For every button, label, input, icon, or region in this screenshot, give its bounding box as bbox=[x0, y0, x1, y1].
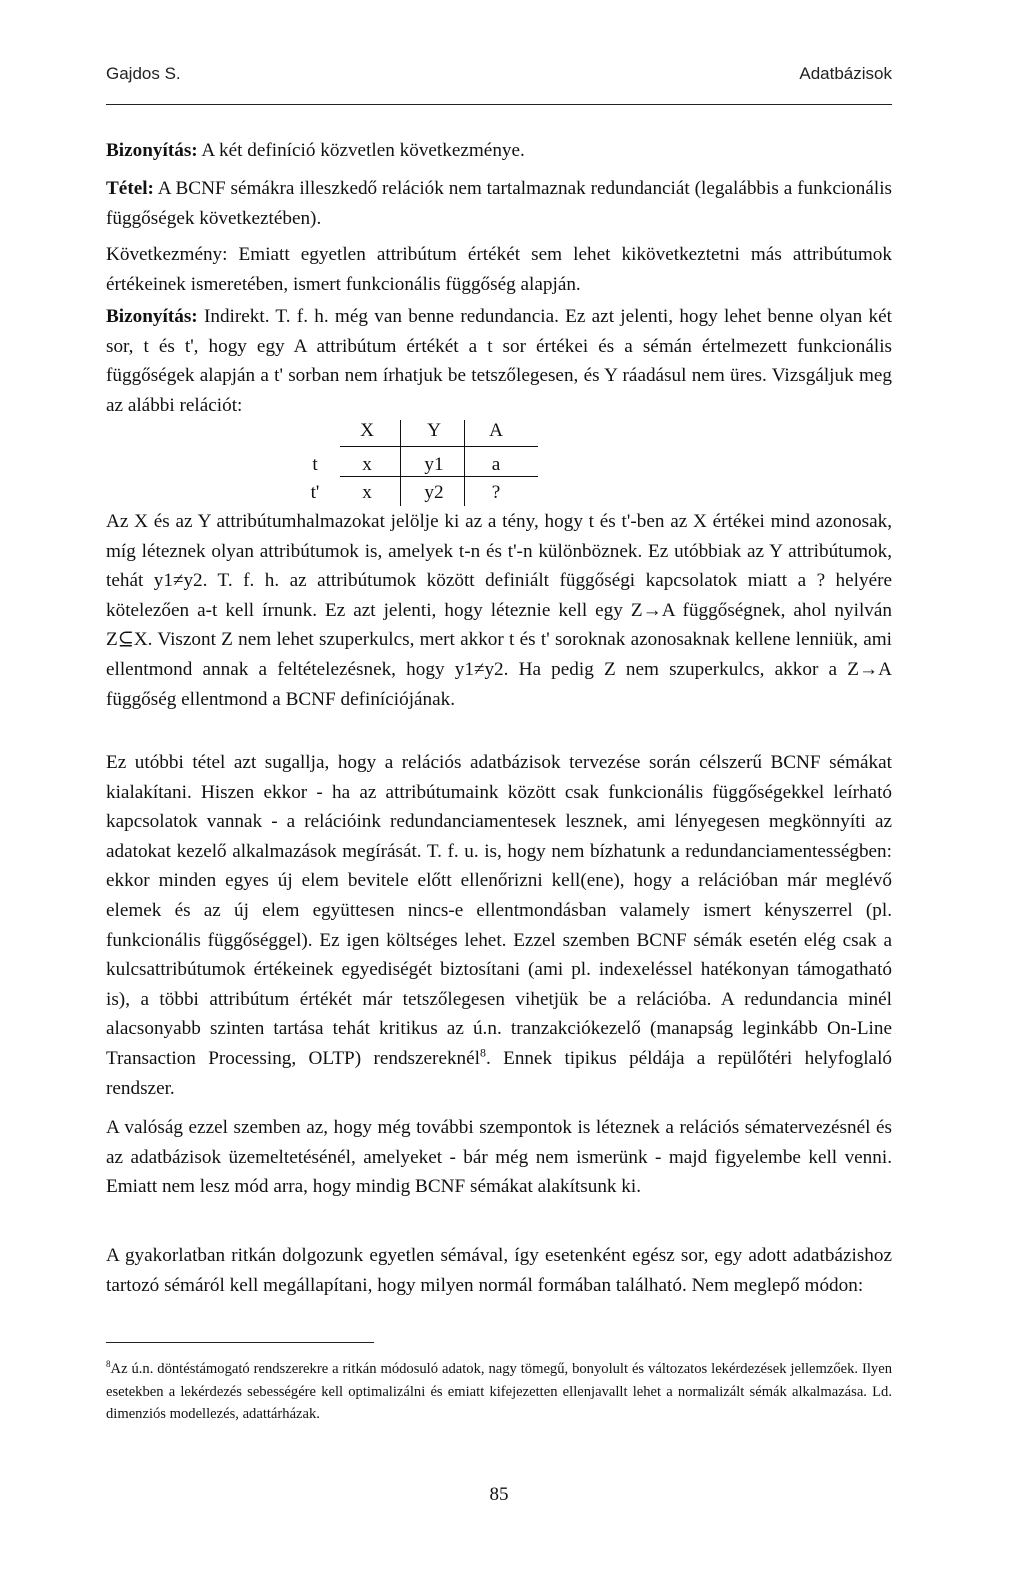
proof-paragraph-2 bbox=[106, 302, 892, 420]
proof-text: A két definíció közvetlen következménye. bbox=[197, 140, 525, 161]
document-page bbox=[106, 0, 892, 1573]
proof-label-2: Bizonyítás: bbox=[106, 306, 198, 327]
practice-text: A gyakorlatban ritkán dolgozunk egyetlen sémával, így esetenként egész sor, egy adott adatbázishoz tartozó sémáról kell megállapítani, hogy milyen normál formában található. Nem meglepő módon: bbox=[106, 1245, 892, 1296]
practice-paragraph bbox=[106, 1241, 892, 1300]
table-cell: y2 bbox=[424, 482, 444, 503]
bcnf-design-paragraph bbox=[106, 748, 892, 1103]
footnote-rule bbox=[106, 1342, 374, 1343]
table-cell: x bbox=[362, 482, 372, 503]
table-cell: y1 bbox=[424, 454, 444, 475]
bcnf-design-text: Ez utóbbi tétel azt sugallja, hogy a relációs adatbázisok tervezése során célszerű BCNF sémákat kialakítani. Hiszen ekkor - ha az attribútumaink között csak funkcionális függőségekkel leírható kapcsolatok vannak - a relációink redundanciamentesek lesznek, ami lényegesen megkönnyíti az adatokat kezelő alkalmazások megírását. T. f. u. is, hogy nem bízhatunk a redundanciamentességben: ekkor minden egyes új elem bevitele előtt ellenőrizni kell(ene), hogy a relációban már meglévő elemek és az új elem együttesen nincs-e ellentmondásban valamely ismert kényszerrel (pl. funkcionális függőséggel). Ez igen költséges lehet. Ezzel szemben BCNF sémák esetén elég csak a kulcsattribútumok értékeinek egyediségét biztosítani (ami pl. indexeléssel hatékonyan támogatható is), a többi attribútum értékét már tetszőlegesen vihetjük be a relációba. A redundancia minél alacsonyabb szinten tartása tehát kritikus az ú.n. tranzakciókezelő (manapság leginkább On-Line Transaction Processing, OLTP) rendszereknél bbox=[106, 752, 892, 1069]
proof-text-2: Indirekt. T. f. h. még van benne redundancia. Ez azt jelenti, hogy lehet benne olyan két sor, t és t', hogy egy A attribútum értékét a t sor értékei és a sémán értelmezett funkcionális függőségek alapján a t' sorban nem írhatjuk be tetszőlegesen, és Y ráadásul nem üres. Vizsgáljuk meg az alábbi relációt: bbox=[106, 306, 892, 416]
table-column-divider bbox=[400, 420, 401, 506]
table-cell: x bbox=[362, 454, 372, 475]
theorem-text: A BCNF sémákra illeszkedő relációk nem tartalmaznak redundanciát (legalábbis a funkcionális függőségek következtében). bbox=[106, 178, 892, 229]
theorem-label: Tétel: bbox=[106, 178, 154, 199]
footnote-marker: 8 bbox=[106, 1359, 111, 1370]
bcnf-design-text-end: . Ennek tipikus példája a repülőtéri helyfoglaló rendszer. bbox=[106, 1047, 892, 1099]
table-cell: a bbox=[491, 454, 501, 475]
row-label-t-prime: t' bbox=[310, 482, 320, 503]
reality-paragraph bbox=[106, 1113, 892, 1202]
header-title: Adatbázisok bbox=[799, 64, 892, 83]
table-header-y: Y bbox=[427, 420, 441, 441]
footnote bbox=[106, 1358, 892, 1426]
footnote-reference[interactable]: 8 bbox=[480, 1045, 486, 1060]
table-header-rule bbox=[340, 446, 538, 447]
header-author: Gajdos S. bbox=[106, 64, 181, 83]
relation-table bbox=[296, 416, 556, 508]
table-row-rule bbox=[340, 476, 538, 477]
corollary-text: Következmény: Emiatt egyetlen attribútum értékét sem lehet kikövetkeztetni más attribútumok értékeinek ismeretében, ismert funkcionális függőség alapján. bbox=[106, 244, 892, 295]
theorem-paragraph bbox=[106, 174, 892, 233]
proof-continuation-text: Az X és az Y attribútumhalmazokat jelölje ki az a tény, hogy t és t'-ben az X értékei mind azonosak, míg léteznek olyan attribútumok is, amelyek t-n és t'-n különböznek. Ez utóbbiak az Y attribútumok, tehát y1≠y2. T. f. h. az attribútumok között definiált függőségi kapcsolatok miatt a ? helyére kötelezően a-t kell írnunk. Ez azt jelenti, hogy léteznie kell egy Z→A függőségnek, ahol nyilván Z⊆X. Viszont Z nem lehet szuperkulcs, mert akkor t és t' soroknak azonosaknak kellene lenniük, ami ellentmond annak a feltételezésnek, hogy y1≠y2. Ha pedig Z nem szuperkulcs, akkor a Z→A függőség ellentmond a BCNF definíciójának. bbox=[106, 511, 892, 710]
table-header-a: A bbox=[489, 420, 503, 441]
proof-paragraph-1 bbox=[106, 136, 892, 166]
header-rule bbox=[106, 104, 892, 105]
proof-continuation-paragraph bbox=[106, 507, 892, 714]
table-column-divider bbox=[464, 420, 465, 506]
table-cell: ? bbox=[491, 482, 501, 503]
table-header-x: X bbox=[360, 420, 374, 441]
corollary-paragraph bbox=[106, 240, 892, 299]
running-header bbox=[106, 64, 892, 84]
footnote-text: Az ú.n. döntéstámogató rendszerekre a ritkán módosuló adatok, nagy tömegű, bonyolult és változatos lekérdezések jellemzőek. Ilyen esetekben a lekérdezés sebességére kell optimalizálni és emiatt kifejezetten ellenjavallt lehet a normalizált sémák alkalmazása. Ld. dimenziós modellezés, adattárházak. bbox=[106, 1361, 892, 1422]
page-number: 85 bbox=[489, 1484, 509, 1505]
reality-text: A valóság ezzel szemben az, hogy még további szempontok is léteznek a relációs sématervezésnél és az adatbázisok üzemeltetésénél, amelyeket - bár még nem ismerünk - majd figyelembe kell venni. Emiatt nem lesz mód arra, hogy mindig BCNF sémákat alakítsunk ki. bbox=[106, 1117, 892, 1198]
proof-label: Bizonyítás: bbox=[106, 140, 198, 161]
row-label-t: t bbox=[312, 454, 318, 475]
